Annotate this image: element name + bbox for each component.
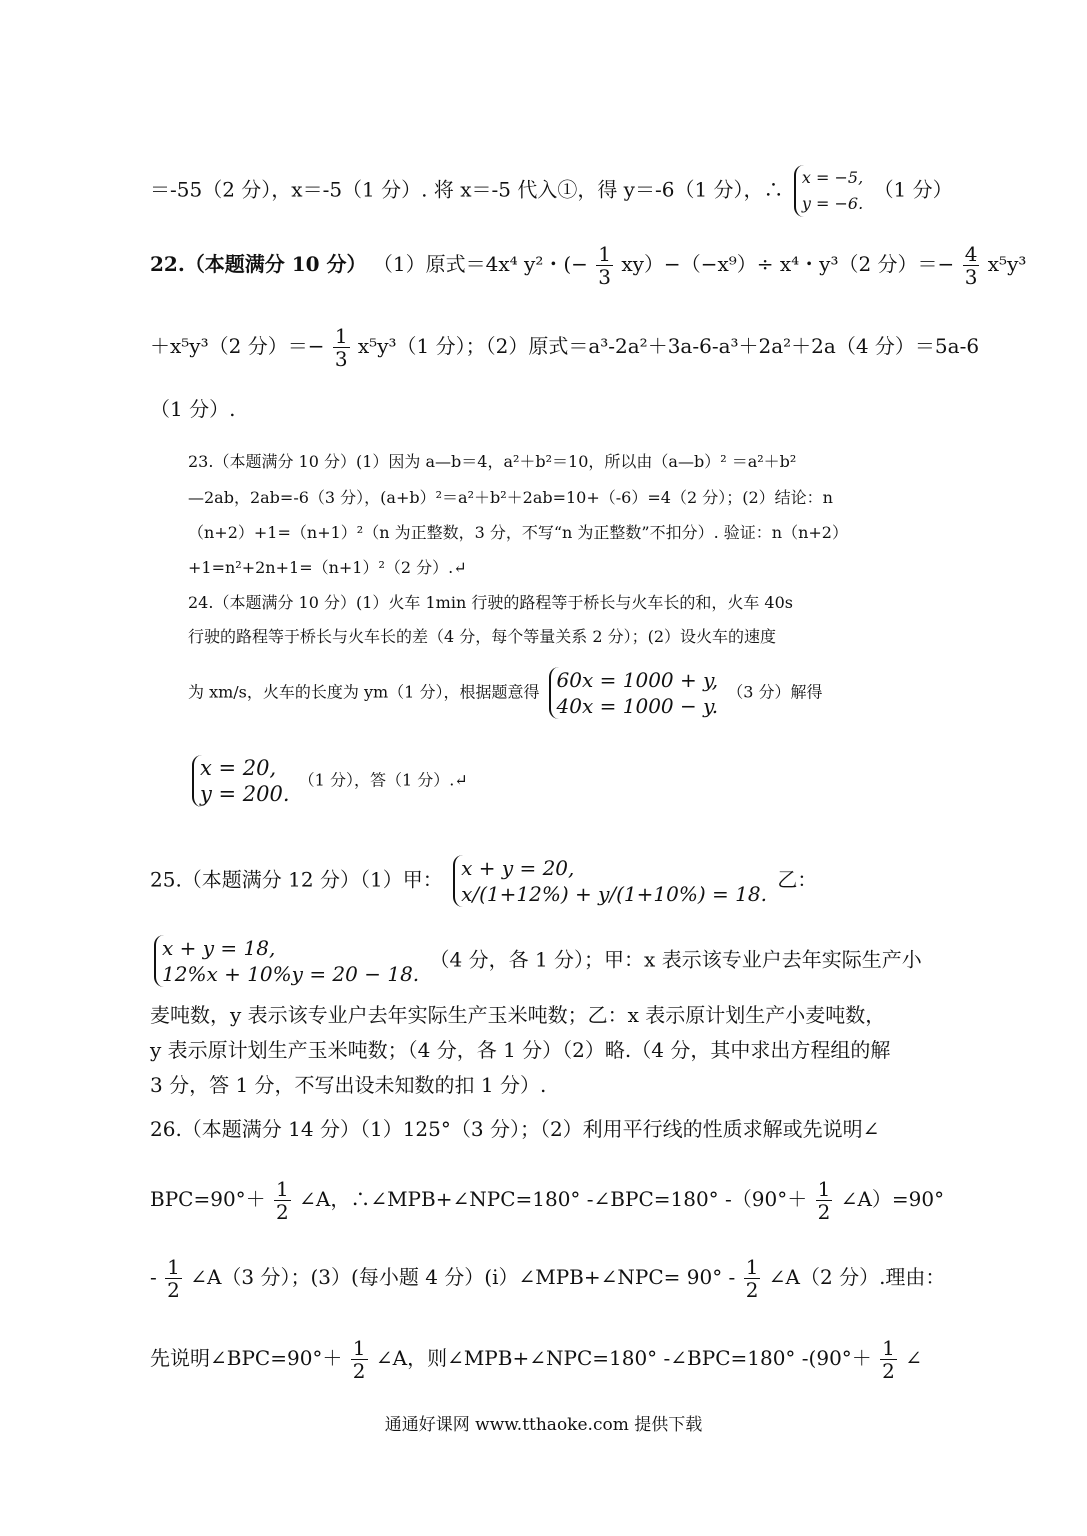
text: 乙： — [777, 867, 818, 892]
fraction — [333, 325, 350, 370]
text: BPC=90°＋ — [150, 1187, 266, 1211]
denominator: 2 — [167, 1278, 180, 1302]
text: ∠A，则∠MPB+∠NPC=180° -∠BPC=180° -(90°＋ — [375, 1346, 872, 1370]
text: 23.（本题满分 10 分）(1）因为 a—b＝4，a²＋b²＝10，所以由（a—b）² ＝a²＋b² — [188, 452, 797, 471]
q23-line-4 — [188, 556, 467, 580]
text: （1 分）. — [150, 397, 236, 421]
solution-system — [192, 755, 290, 807]
text: —2ab，2ab=-6（3 分），(a+b）²＝a²＋b²＋2ab=10+（-6）=4（2 分）；(2）结论：n — [188, 488, 833, 507]
q25-line-2 — [150, 935, 922, 987]
text: ＋x⁵y³（2 分）＝− — [150, 334, 325, 358]
q22-line-3 — [150, 397, 235, 421]
question-heading: 22.（本题满分 10 分） — [150, 252, 367, 276]
text: 26.（本题满分 14 分）（1）125°（3 分）；（2）利用平行线的性质求解或先说明∠ — [150, 1117, 880, 1141]
text: （1 分） — [873, 177, 953, 202]
denominator: 2 — [745, 1278, 759, 1302]
equation: x/(1+12%) + y/(1+10%) = 18. — [461, 882, 767, 906]
q23-line-3 — [188, 521, 848, 545]
numerator: 1 — [598, 242, 611, 266]
q24-line-2 — [188, 625, 776, 649]
text: （1 分），答（1 分）.↵ — [298, 770, 468, 790]
q25-line-5 — [150, 1073, 546, 1097]
equation: 40x = 1000 − y. — [556, 694, 719, 718]
fraction-half — [880, 1337, 897, 1382]
text: - — [150, 1265, 157, 1289]
equation: x + y = 18, — [162, 936, 276, 960]
text: x⁵y³（1 分）；（2）原式＝a³-2a²＋3a-6-a³＋2a²＋2a（4 分）＝5a-6 — [357, 334, 980, 358]
footer: 通通好课网 www.tthaoke.com 提供下载 — [384, 1415, 703, 1435]
text: ＝-55（2 分），x＝-5（1 分）. 将 x＝-5 代入①，得 y＝-6（1 分），∴ — [150, 177, 784, 202]
text: 为 xm/s，火车的长度为 ym（1 分），根据题意得 — [188, 682, 540, 702]
fraction-half — [274, 1178, 291, 1223]
equation-system-yi — [154, 935, 419, 987]
equation-system — [794, 165, 863, 217]
fraction — [596, 243, 613, 288]
text: ∠A，∴∠MPB+∠NPC=180° -∠BPC=180° -（90°＋ — [299, 1187, 808, 1211]
numerator: 1 — [817, 1177, 831, 1201]
q25-line-4 — [150, 1038, 890, 1062]
numerator: 1 — [882, 1336, 895, 1360]
text: ∠A（2 分）.理由： — [768, 1265, 946, 1289]
text: （3 分）解得 — [727, 682, 823, 702]
denominator: 2 — [817, 1200, 831, 1224]
fraction-half — [744, 1256, 761, 1301]
text: （4 分，各 1 分）；甲：x 表示该专业户去年实际生产小 — [429, 947, 922, 972]
text: 3 分，答 1 分，不写出设未知数的扣 1 分）. — [150, 1073, 547, 1097]
equation: 60x = 1000 + y, — [556, 668, 719, 692]
q24-line-4 — [188, 755, 468, 807]
fraction-half — [816, 1178, 833, 1223]
text: 麦吨数，y 表示该专业户去年实际生产玉米吨数；乙：x 表示原计划生产小麦吨数， — [150, 1003, 886, 1027]
equation: 12%x + 10%y = 20 − 18. — [162, 962, 420, 986]
text: ∠A（3 分）；(3）(每小题 4 分）(i）∠MPB+∠NPC= 90° - — [190, 1265, 736, 1289]
q26-line-2 — [150, 1178, 944, 1223]
denominator: 3 — [598, 265, 611, 289]
fraction — [963, 243, 980, 288]
numerator: 1 — [745, 1255, 759, 1279]
q24-line-1 — [188, 591, 793, 615]
numerator: 1 — [352, 1336, 366, 1360]
q22-line-2 — [150, 325, 979, 370]
equation: y = −6. — [801, 194, 864, 213]
line-1 — [150, 165, 953, 217]
fraction-half — [165, 1256, 182, 1301]
numerator: 1 — [167, 1255, 180, 1279]
numerator: 4 — [964, 242, 978, 266]
q25-line-1 — [150, 855, 817, 907]
equation: x + y = 20, — [461, 856, 575, 880]
text: （1）原式＝4x⁴ y²・(− — [372, 252, 588, 276]
text: ∠A）=90° — [840, 1187, 945, 1211]
equation: x = −5, — [801, 168, 864, 187]
question-heading: 25.（本题满分 12 分）（1）甲： — [150, 867, 443, 892]
denominator: 2 — [882, 1359, 895, 1383]
numerator: 1 — [334, 324, 348, 348]
equation: y = 200. — [200, 782, 290, 806]
text: 先说明∠BPC=90°＋ — [150, 1346, 343, 1370]
text: （n+2）+1=（n+1）²（n 为正整数，3 分，不写“n 为正整数”不扣分）. 验证：n（n+2） — [188, 523, 848, 542]
text: 行驶的路程等于桥长与火车长的差（4 分，每个等量关系 2 分）；(2）设火车的速度 — [188, 627, 777, 646]
q26-line-3 — [150, 1256, 945, 1301]
numerator: 1 — [276, 1177, 289, 1201]
q26-line-1 — [150, 1117, 879, 1141]
denominator: 3 — [334, 347, 348, 371]
equation: x = 20, — [200, 756, 277, 780]
q23-line-2 — [188, 486, 833, 510]
text: +1=n²+2n+1=（n+1）²（2 分）.↵ — [188, 558, 467, 577]
denominator: 2 — [352, 1359, 366, 1383]
text: ∠ — [905, 1346, 923, 1370]
text: 24.（本题满分 10 分）(1）火车 1min 行驶的路程等于桥长与火车长的和，火车 40s — [188, 593, 794, 612]
q22-line-1 — [150, 243, 1026, 288]
equation-system-jia — [453, 855, 767, 907]
fraction-half — [351, 1337, 368, 1382]
q23-line-1 — [188, 450, 796, 474]
q26-line-4 — [150, 1337, 922, 1382]
q25-line-3 — [150, 1003, 885, 1027]
equation-system — [549, 667, 719, 719]
text: y 表示原计划生产玉米吨数；（4 分，各 1 分）（2）略.（4 分，其中求出方程组的解 — [150, 1038, 891, 1062]
denominator: 3 — [964, 265, 978, 289]
denominator: 2 — [276, 1200, 289, 1224]
text: x⁵y³ — [987, 252, 1027, 276]
q24-line-3 — [188, 667, 823, 719]
text: xy）−（−x⁹）÷ x⁴・y³（2 分）＝− — [621, 252, 955, 276]
